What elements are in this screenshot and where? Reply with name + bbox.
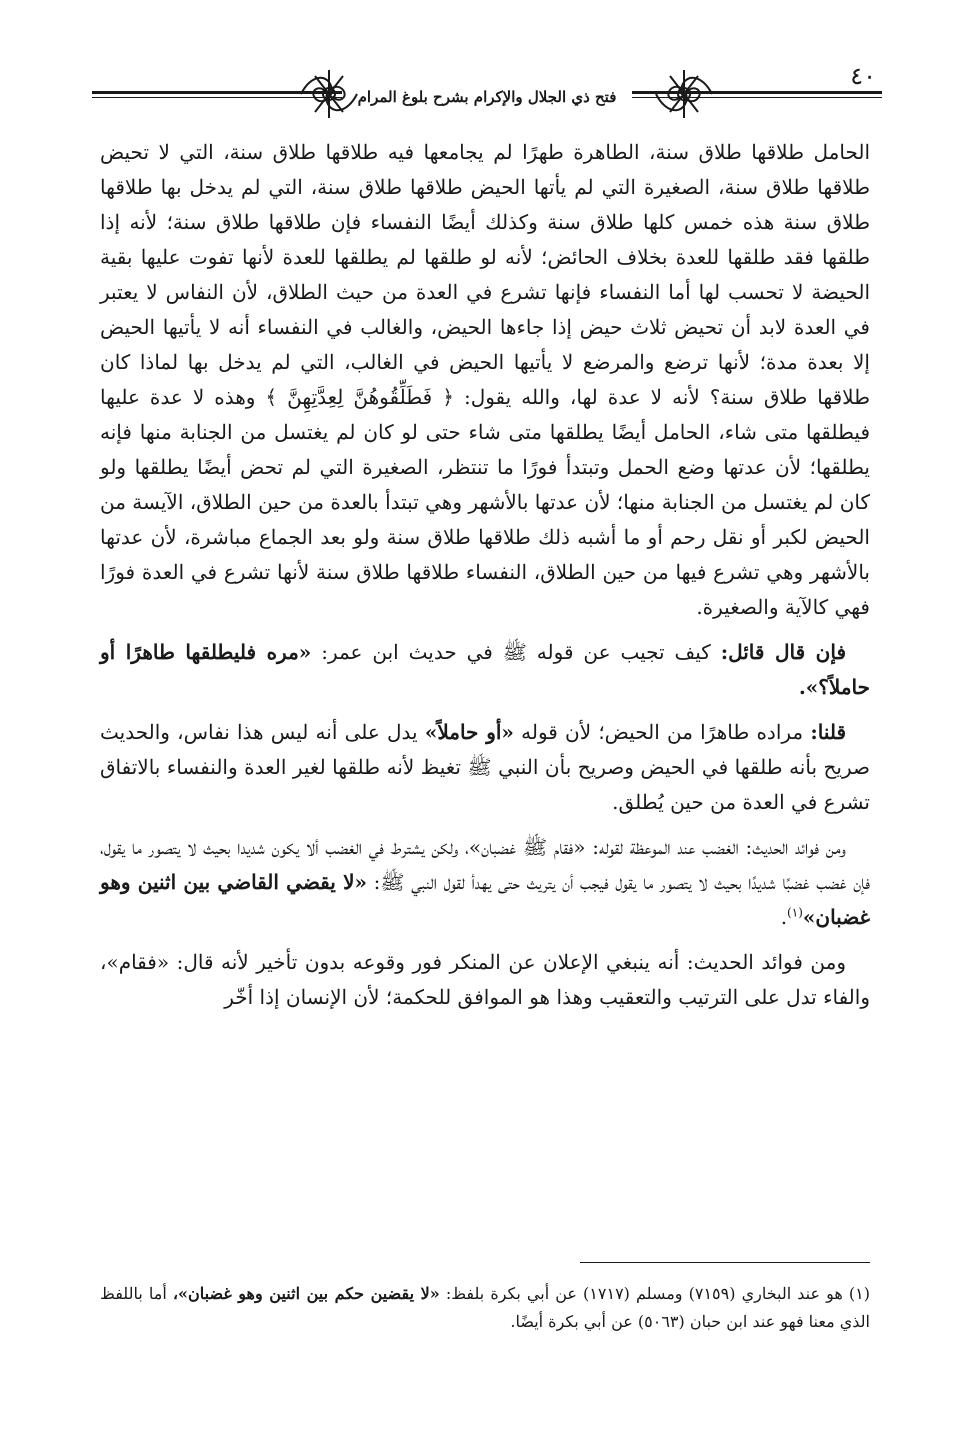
footnote-1 xyxy=(100,1280,870,1336)
hadith-quote: «مره فليطلقها طاهرًا أو حاملاً؟». xyxy=(100,640,870,699)
paragraph-benefit-announcement xyxy=(100,945,870,1015)
page-header xyxy=(92,58,882,128)
answer-text: مراده طاهرًا من الحيض؛ لأن قوله xyxy=(521,720,804,744)
footnote-reference[interactable]: (١) xyxy=(787,905,803,920)
footnotes xyxy=(100,1280,870,1336)
running-title: فتح ذي الجلال والإكرام بشرح بلوغ المرام xyxy=(342,86,632,108)
ornament-left-icon xyxy=(297,66,361,122)
ornament-right-icon xyxy=(652,66,716,122)
answer-label: قلنا: xyxy=(810,720,847,744)
footnote-text-continued: أما باللفظ الذي معنا فهو عند ابن حبان (٥٠٦٣) عن أبي بكرة أيضًا. xyxy=(100,1284,870,1331)
answer-quote: «أو حاملاً» xyxy=(424,720,514,744)
answer-text-continued: يدل على أنه ليس هذا نفاس، والحديث صريح بأنه طلقها في الحيض وصريح بأن النبي ﷺ تغيظ لأنه طلقها لغير العدة والنفساء بالاتفاق تشرع في العدة من حين يُطلق. xyxy=(100,720,870,814)
footnote-text: (١) هو عند البخاري (٧١٥٩) ومسلم (١٧١٧) عن أبي بكرة بلفظ: xyxy=(445,1284,870,1303)
paragraph-answer xyxy=(100,715,870,820)
objection-label: فإن قال قائل: xyxy=(720,640,846,664)
quran-verse: ﴿ فَطَلِّقُوهُنَّ لِعِدَّتِهِنَّ ﴾ xyxy=(265,385,454,409)
objection-text: كيف تجيب عن قوله ﷺ في حديث ابن عمر: xyxy=(321,640,711,664)
paragraph-benefit-anger: ومن فوائد الحديث: الغضب عند الموعظة لقوله: «فقام ﷺ غضبان»، ولكن يشترط في الغضب ألا يكون شديدا بحيث لا يتصور ما يقول، فإن غضب غضبًا شديدًا بحيث لا يتصور ما يقول فيجب أن يتريث حتى يهدأ لقول النبي ﷺ: «لا يقضي القاضي بين اثنين وهو غضبان»$^{(١)}$. xyxy=(100,835,871,929)
footnote-separator xyxy=(580,1262,870,1263)
paragraph-objection xyxy=(100,635,870,705)
benefit-text: ومن فوائد الحديث: الغضب عند الموعظة لقوله: «فقام ﷺ غضبان»، ولكن يشترط في الغضب ألا يكون شديدا بحيث لا يتصور ما يقول، فإن غضب غضبًا شديدًا بحيث لا يتصور ما يقول فيجب أن يتريث حتى يهدأ لقول النبي ﷺ: xyxy=(100,835,871,894)
page-number: ٤٠ xyxy=(850,62,876,90)
benefit-text: ومن فوائد الحديث: أنه ينبغي الإعلان عن المنكر فور وقوعه بدون تأخير لأنه قال: «فقام»، والفاء تدل على الترتيب والتعقيب وهذا هو الموافق للحكمة؛ لأن الإنسان إذا أخّر xyxy=(100,950,870,1009)
paragraph-types-of-sunnah-divorce xyxy=(100,135,870,625)
paragraph-text-continued: وهذه لا عدة عليها فيطلقها متى شاء، الحامل أيضًا يطلقها متى شاء حتى لو كان لم يغتسل من الجنابة منها فإنه يطلقها؛ لأن عدتها وضع الحمل وتبتدأ فورًا ما تنتظر، الصغيرة التي لم تحض أيضًا يطلقها ولو كان لم يغتسل من الجنابة منها؛ لأن عدتها بالأشهر وهي تبتدأ بالعدة من حين الطلاق، الآيسة من الحيض لكبر أو نقل رحم أو ما أشبه ذلك طلاقها طلاق سنة ولو بعد الجماع مباشرة، لأن عدتها بالأشهر وهي تشرع فيها من حين الطلاق، النفساء طلاقها طلاق سنة لأنها تشرع في العدة فورًا فهي كالآية والصغيرة. xyxy=(100,385,870,619)
paragraph-text: الحامل طلاقها طلاق سنة، الطاهرة طهرًا لم يجامعها فيه طلاقها طلاق سنة، التي لا تحيض طلاقها طلاق سنة، الصغيرة التي لم يأتها الحيض طلاقها طلاق سنة، التي لم يدخل بها طلاقها طلاق سنة هذه خمس كلها طلاق سنة وكذلك أيضًا النفساء فإن طلاقها طلاق سنة؛ لأنه إذا طلقها فقد طلقها للعدة بخلاف الحائض؛ لأنه لو طلقها لم يطلقها للعدة لأنها تفوت عليها بقية الحيضة لا تحسب لها أما النفساء فإنها تشرع في العدة من حيث الطلاق، لأن النفاس لا يعتبر في العدة لابد أن تحيض ثلاث حيض إذا جاءها الحيض، والغالب في النفساء أنه لا يأتيها الحيض إلا بعدة مدة؛ لأنها ترضع والمرضع لا يأتيها الحيض في الغالب، التي لم يدخل بها لماذا كان طلاقها طلاق سنة؟ لأنه لا عدة لها، والله يقول: xyxy=(100,140,871,409)
hadith-judge-quote: «لا يقضي القاضي بين اثنين وهو غضبان» xyxy=(100,870,870,929)
main-text xyxy=(100,135,870,1015)
footnote-quote: «لا يقضين حكم بين اثنين وهو غضبان»، xyxy=(172,1284,440,1303)
